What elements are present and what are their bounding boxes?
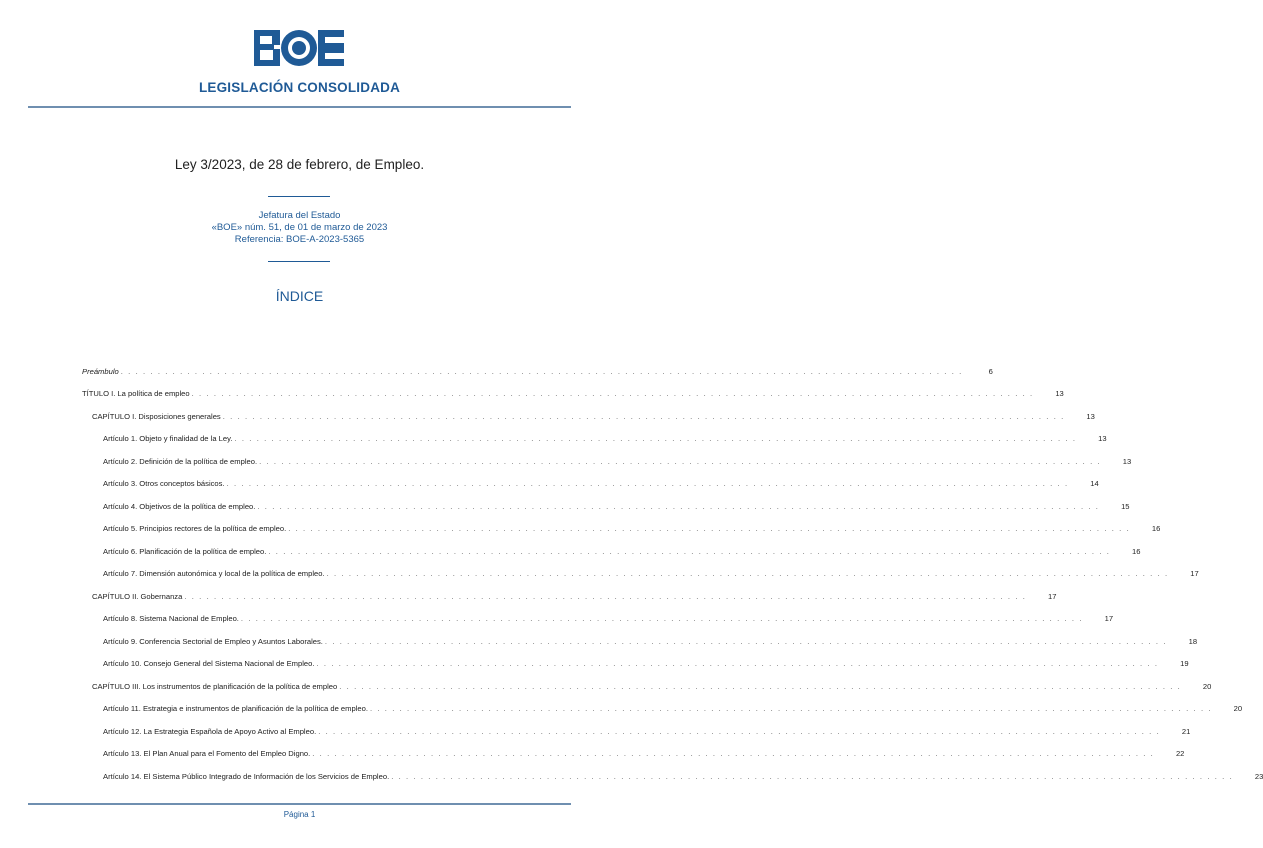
toc-entry[interactable] bbox=[82, 421, 1107, 444]
index-title: ÍNDICE bbox=[275, 288, 324, 304]
toc-entry-page: 21 bbox=[1181, 726, 1191, 736]
toc-entry-page: 16 bbox=[1151, 524, 1161, 533]
toc-entry[interactable] bbox=[82, 736, 1185, 759]
toc-entry-page: 19 bbox=[1180, 659, 1189, 668]
toc-entry-page: 13 bbox=[1098, 434, 1107, 443]
toc-entry-page: 15 bbox=[1121, 501, 1130, 511]
toc-entry-label: Artículo 13. El Plan Anual para el Fomento del Empleo Digno. bbox=[103, 749, 311, 758]
toc-entry[interactable] bbox=[82, 398, 1095, 421]
toc-entry[interactable] bbox=[82, 533, 1141, 556]
toc-entry[interactable] bbox=[82, 443, 1132, 466]
toc-entry-page: 18 bbox=[1188, 636, 1198, 646]
toc-entry[interactable] bbox=[82, 601, 1114, 624]
toc-entry-label: Artículo 3. Otros conceptos básicos. bbox=[103, 479, 225, 488]
toc-leader-dots: . . . . . . . . . . . . . . . . . . . . . . . . . . . . . . . . . . . . . . . . . . . . . . . . . . . . . . . . . . . . . . . . . . . . . . . . . . . . . . . . . . . . . . . . . . . . . . . . . . . . . . . . . . . . . . . . . . bbox=[268, 546, 1111, 556]
toc-entry-label: Preámbulo bbox=[82, 366, 119, 376]
meta-divider bbox=[268, 261, 330, 262]
toc-entry-label: Artículo 2. Definición de la política de empleo. bbox=[103, 456, 258, 466]
toc-entry-page: 16 bbox=[1132, 546, 1141, 556]
toc-entry-page: 13 bbox=[1086, 411, 1095, 421]
toc-leader-dots: . . . . . . . . . . . . . . . . . . . . . . . . . . . . . . . . . . . . . . . . . . . . . . . . . . . . . . . . . . . . . . . . . . . . . . . . . . . . . . . . . . . . . . . . . . . . . . . . . . . . . . . . . . . . . . . . . . bbox=[391, 771, 1234, 781]
toc-entry[interactable] bbox=[82, 376, 1064, 399]
toc-leader-dots: . . . . . . . . . . . . . . . . . . . . . . . . . . . . . . . . . . . . . . . . . . . . . . . . . . . . . . . . . . . . . . . . . . . . . . . . . . . . . . . . . . . . . . . . . . . . . . . . . . . . . . . . . . . . . . . . . . bbox=[326, 569, 1169, 578]
toc-entry-label: Artículo 5. Principios rectores de la política de empleo. bbox=[103, 524, 287, 533]
toc-entry[interactable] bbox=[82, 511, 1161, 534]
toc-entry-label: Artículo 7. Dimensión autonómica y local de la política de empleo. bbox=[103, 569, 325, 578]
toc-entry-label: Artículo 4. Objetivos de la política de empleo. bbox=[103, 501, 256, 511]
toc-entry-page: 6 bbox=[988, 366, 993, 376]
meta-issuer: Jefatura del Estado bbox=[258, 210, 341, 221]
toc-leader-dots: . . . . . . . . . . . . . . . . . . . . . . . . . . . . . . . . . . . . . . . . . . . . . . . . . . . . . . . . . . . . . . . . . . . . . . . . . . . . . . . . . . . . . . . . . . . . . . . . . . . . . . . . . . . . . . . . . . bbox=[120, 366, 963, 376]
toc-leader-dots: . . . . . . . . . . . . . . . . . . . . . . . . . . . . . . . . . . . . . . . . . . . . . . . . . . . . . . . . . . . . . . . . . . . . . . . . . . . . . . . . . . . . . . . . . . . . . . . . . . . . . . . . . . . . . . . . . . bbox=[288, 524, 1131, 533]
toc-entry-label: Artículo 6. Planificación de la política de empleo. bbox=[103, 546, 267, 556]
toc-leader-dots: . . . . . . . . . . . . . . . . . . . . . . . . . . . . . . . . . . . . . . . . . . . . . . . . . . . . . . . . . . . . . . . . . . . . . . . . . . . . . . . . . . . . . . . . . . . . . . . . . . . . . . . . . . . . . . . . . . bbox=[324, 636, 1168, 646]
toc-entry[interactable] bbox=[82, 556, 1199, 579]
toc-leader-dots: . . . . . . . . . . . . . . . . . . . . . . . . . . . . . . . . . . . . . . . . . . . . . . . . . . . . . . . . . . . . . . . . . . . . . . . . . . . . . . . . . . . . . . . . . . . . . . . . . . . . . . . . . . . . . . . . . . bbox=[234, 434, 1077, 443]
toc-entry-label: CAPÍTULO III. Los instrumentos de planificación de la política de empleo bbox=[92, 681, 338, 691]
meta-boe-number: «BOE» núm. 51, de 01 de marzo de 2023 bbox=[211, 222, 388, 233]
toc-entry-label: Artículo 10. Consejo General del Sistema Nacional de Empleo. bbox=[103, 659, 315, 668]
toc-entry-page: 14 bbox=[1090, 479, 1099, 488]
toc-entry-page: 23 bbox=[1254, 771, 1263, 781]
toc-entry[interactable] bbox=[82, 713, 1191, 736]
toc-entry[interactable] bbox=[82, 646, 1189, 669]
toc-entry[interactable] bbox=[82, 668, 1212, 691]
header-title: LEGISLACIÓN CONSOLIDADA bbox=[198, 80, 401, 95]
toc-entry-label: TÍTULO I. La política de empleo bbox=[82, 389, 190, 398]
table-of-contents bbox=[82, 353, 1263, 781]
toc-entry[interactable] bbox=[82, 488, 1130, 511]
toc-leader-dots: . . . . . . . . . . . . . . . . . . . . . . . . . . . . . . . . . . . . . . . . . . . . . . . . . . . . . . . . . . . . . . . . . . . . . . . . . . . . . . . . . . . . . . . . . . . . . . . . . . . . . . . . . . . . . . . . . . bbox=[339, 681, 1182, 691]
toc-entry-label: CAPÍTULO I. Disposiciones generales bbox=[92, 411, 221, 421]
toc-leader-dots: . . . . . . . . . . . . . . . . . . . . . . . . . . . . . . . . . . . . . . . . . . . . . . . . . . . . . . . . . . . . . . . . . . . . . . . . . . . . . . . . . . . . . . . . . . . . . . . . . . . . . . . . . . . . . . . . . . bbox=[312, 749, 1155, 758]
toc-entry-page: 13 bbox=[1122, 456, 1132, 466]
toc-leader-dots: . . . . . . . . . . . . . . . . . . . . . . . . . . . . . . . . . . . . . . . . . . . . . . . . . . . . . . . . . . . . . . . . . . . . . . . . . . . . . . . . . . . . . . . . . . . . . . . . . . . . . . . . . . . . . . . . . . bbox=[257, 501, 1100, 511]
toc-entry-label: Artículo 1. Objeto y finalidad de la Ley. bbox=[103, 434, 233, 443]
toc-entry-label: Artículo 12. La Estrategia Española de Apoyo Activo al Empleo. bbox=[103, 726, 317, 736]
toc-entry-label: CAPÍTULO II. Gobernanza bbox=[92, 591, 183, 601]
toc-leader-dots: . . . . . . . . . . . . . . . . . . . . . . . . . . . . . . . . . . . . . . . . . . . . . . . . . . . . . . . . . . . . . . . . . . . . . . . . . . . . . . . . . . . . . . . . . . . . . . . . . . . . . . . . . . . . . . . . . . bbox=[259, 456, 1102, 466]
toc-entry[interactable] bbox=[82, 578, 1057, 601]
footer-divider bbox=[28, 803, 571, 805]
toc-entry-page: 17 bbox=[1104, 614, 1114, 623]
header-divider bbox=[28, 106, 571, 108]
title-divider bbox=[268, 196, 330, 197]
toc-leader-dots: . . . . . . . . . . . . . . . . . . . . . . . . . . . . . . . . . . . . . . . . . . . . . . . . . . . . . . . . . . . . . . . . . . . . . . . . . . . . . . . . . . . . . . . . . . . . . . . . . . . . . . . . . . . . . . . . . . bbox=[184, 591, 1027, 601]
toc-leader-dots: . . . . . . . . . . . . . . . . . . . . . . . . . . . . . . . . . . . . . . . . . . . . . . . . . . . . . . . . . . . . . . . . . . . . . . . . . . . . . . . . . . . . . . . . . . . . . . . . . . . . . . . . . . . . . . . . . . bbox=[226, 479, 1069, 488]
toc-entry-label: Artículo 11. Estrategia e instrumentos de planificación de la política de empleo. bbox=[103, 704, 368, 713]
toc-entry-page: 17 bbox=[1048, 591, 1057, 601]
toc-entry[interactable] bbox=[82, 353, 993, 376]
page-number: Página 1 bbox=[283, 810, 316, 819]
toc-entry[interactable] bbox=[82, 623, 1198, 646]
meta-reference: Referencia: BOE-A-2023-5365 bbox=[234, 234, 365, 245]
toc-entry-label: Artículo 9. Conferencia Sectorial de Empleo y Asuntos Laborales. bbox=[103, 636, 323, 646]
toc-entry-page: 17 bbox=[1190, 569, 1199, 578]
boe-logo-icon bbox=[254, 30, 344, 66]
toc-leader-dots: . . . . . . . . . . . . . . . . . . . . . . . . . . . . . . . . . . . . . . . . . . . . . . . . . . . . . . . . . . . . . . . . . . . . . . . . . . . . . . . . . . . . . . . . . . . . . . . . . . . . . . . . . . . . . . . . . . bbox=[240, 614, 1084, 623]
toc-entry[interactable] bbox=[82, 466, 1099, 489]
toc-leader-dots: . . . . . . . . . . . . . . . . . . . . . . . . . . . . . . . . . . . . . . . . . . . . . . . . . . . . . . . . . . . . . . . . . . . . . . . . . . . . . . . . . . . . . . . . . . . . . . . . . . . . . . . . . . . . . . . . . . bbox=[318, 726, 1161, 736]
toc-entry-label: Artículo 14. El Sistema Público Integrado de Información de los Servicios de Empleo. bbox=[103, 771, 390, 781]
toc-entry-page: 22 bbox=[1175, 749, 1185, 758]
toc-entry[interactable] bbox=[82, 691, 1243, 714]
toc-entry-page: 20 bbox=[1202, 681, 1212, 691]
toc-entry-page: 13 bbox=[1055, 389, 1064, 398]
toc-leader-dots: . . . . . . . . . . . . . . . . . . . . . . . . . . . . . . . . . . . . . . . . . . . . . . . . . . . . . . . . . . . . . . . . . . . . . . . . . . . . . . . . . . . . . . . . . . . . . . . . . . . . . . . . . . . . . . . . . . bbox=[191, 389, 1034, 398]
toc-entry-page: 20 bbox=[1233, 704, 1243, 713]
toc-leader-dots: . . . . . . . . . . . . . . . . . . . . . . . . . . . . . . . . . . . . . . . . . . . . . . . . . . . . . . . . . . . . . . . . . . . . . . . . . . . . . . . . . . . . . . . . . . . . . . . . . . . . . . . . . . . . . . . . . . bbox=[316, 659, 1159, 668]
toc-entry-label: Artículo 8. Sistema Nacional de Empleo. bbox=[103, 614, 239, 623]
toc-leader-dots: . . . . . . . . . . . . . . . . . . . . . . . . . . . . . . . . . . . . . . . . . . . . . . . . . . . . . . . . . . . . . . . . . . . . . . . . . . . . . . . . . . . . . . . . . . . . . . . . . . . . . . . . . . . . . . . . . . bbox=[222, 411, 1065, 421]
toc-entry[interactable] bbox=[82, 758, 1263, 781]
document-title: Ley 3/2023, de 28 de febrero, de Empleo. bbox=[174, 157, 425, 172]
document-meta bbox=[0, 210, 599, 246]
toc-leader-dots: . . . . . . . . . . . . . . . . . . . . . . . . . . . . . . . . . . . . . . . . . . . . . . . . . . . . . . . . . . . . . . . . . . . . . . . . . . . . . . . . . . . . . . . . . . . . . . . . . . . . . . . . . . . . . . . . . . bbox=[369, 704, 1213, 713]
